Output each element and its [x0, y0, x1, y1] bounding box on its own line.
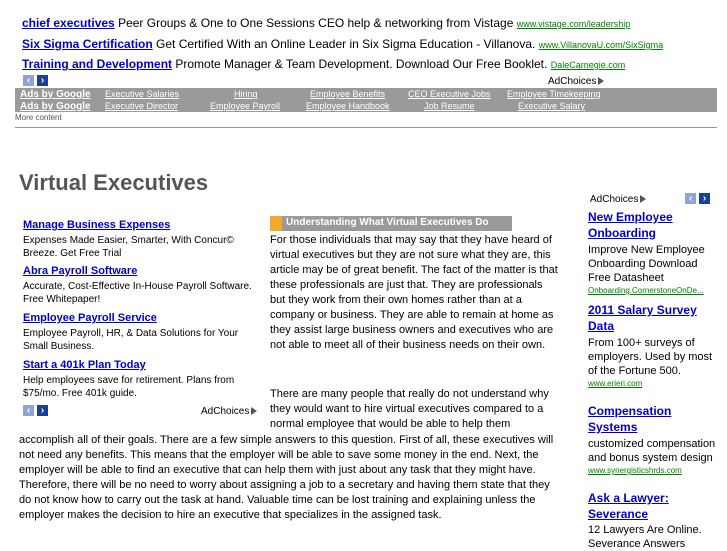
adchoices-icon — [251, 407, 257, 415]
right-next-icon[interactable]: › — [699, 193, 710, 204]
right-ad-1-title[interactable]: New Employee Onboarding — [588, 210, 673, 240]
band-link-executive-director[interactable]: Executive Director — [105, 101, 179, 111]
left-ad-1-title[interactable]: Manage Business Expenses — [23, 219, 171, 231]
right-ad-3-desc: customized compensation and bonus system design — [588, 438, 716, 464]
right-adchoices-label: AdChoices — [590, 194, 639, 205]
band-link-hiring[interactable]: Hiring — [234, 89, 258, 99]
adchoices-icon — [598, 77, 604, 85]
top-ad-2-url[interactable]: www.VillanovaU.com/SixSigma — [538, 40, 664, 50]
top-ad-2-title[interactable]: Six Sigma Certification — [22, 37, 153, 51]
band-divider — [15, 127, 717, 128]
section-heading — [270, 216, 512, 231]
band-ads-label-1[interactable]: Ads by Google — [20, 89, 91, 100]
band-link-employee-handbook[interactable]: Employee Handbook — [306, 101, 390, 111]
top-ad-3-title[interactable]: Training and Development — [22, 57, 173, 71]
band-link-job-resume[interactable]: Job Resume — [424, 101, 475, 111]
right-ad-4-title[interactable]: Ask a Lawyer: Severance — [588, 491, 669, 521]
left-adchoices[interactable] — [201, 406, 257, 417]
article-paragraph-1: For those individuals that may say that they have heard of virtual executives but they are not sure what they are, this article may be of great benefit. The fact of the matter is that these professionals are just that. They are professionals but they work from their own homes rather than at a company or business. They are able to remain at home as they assist large business owners and executives who are not able to meet all of their business needs on their own. — [270, 234, 558, 351]
right-ad-2-desc: From 100+ surveys of employers. Used by most of the Fortune 500. — [588, 337, 713, 377]
band-link-employee-payroll[interactable]: Employee Payroll — [210, 101, 281, 111]
right-adchoices[interactable] — [590, 194, 646, 205]
right-prev-icon[interactable]: ‹ — [685, 193, 696, 204]
heading-marker — [270, 216, 282, 231]
band-link-executive-salary[interactable]: Executive Salary — [518, 101, 586, 111]
right-ad-3-title[interactable]: Compensation Systems — [588, 404, 672, 434]
right-ad-4-desc: 12 Lawyers Are Online. Severance Answers — [588, 524, 702, 550]
top-ad-2 — [22, 37, 663, 52]
right-ad-2-url[interactable]: www.erieri.com — [588, 379, 643, 388]
left-ad-3-desc: Employee Payroll, HR, & Data Solutions for Your Small Business. — [23, 328, 239, 352]
article-paragraph-2-cont: accomplish all of their goals. There are a few simple answers to this question. First of all, these executives will not need any benefits. This means that the employer will be able to save some money in the end. Next, the employer will be able to find an executive that can help them with just about any task that they might have. Therefore, there will be no need to worry about assigning a job to a secretary and having them state that they do not know how to carry out the task at hand. Valuable time can be lost training and explaining unless the employer makes the decision to hire an executive that specializes in the assigned task. — [19, 434, 554, 521]
left-ad-2-title[interactable]: Abra Payroll Software — [23, 265, 138, 277]
more-content-label: More content — [15, 113, 62, 122]
left-prev-icon[interactable]: ‹ — [23, 405, 34, 416]
band-link-ceo-executive-jobs[interactable]: CEO Executive Jobs — [408, 89, 491, 99]
left-adchoices-label: AdChoices — [201, 406, 250, 417]
top-next-icon[interactable]: › — [37, 75, 48, 86]
top-prev-icon[interactable]: ‹ — [23, 75, 34, 86]
left-ad-1-desc: Expenses Made Easier, Smarter, With Concur© Breeze. Get Free Trial — [23, 235, 234, 259]
band-link-executive-salaries[interactable]: Executive Salaries — [105, 89, 180, 99]
band-ads-label-2[interactable]: Ads by Google — [20, 101, 91, 112]
band-link-employee-benefits[interactable]: Employee Benefits — [310, 89, 386, 99]
left-ad-2-desc: Accurate, Cost-Effective In-House Payroll Software. Free Whitepaper! — [23, 281, 252, 305]
right-ad-1-desc: Improve New Employee Onboarding Download Free Datasheet — [588, 244, 705, 284]
top-ad-2-desc: Get Certified With an Online Leader in Six Sigma Education - Villanova. — [156, 37, 536, 51]
link-band — [15, 88, 717, 112]
top-ad-1-title[interactable]: chief executives — [22, 16, 115, 30]
left-ad-4-title[interactable]: Start a 401k Plan Today — [23, 359, 146, 371]
page-title: Virtual Executives — [19, 170, 209, 195]
adchoices-icon — [640, 195, 646, 203]
top-ad-1 — [22, 16, 630, 31]
left-next-icon[interactable]: › — [37, 405, 48, 416]
section-heading-text: Understanding What Virtual Executives Do — [286, 217, 489, 228]
top-ad-3-desc: Promote Manager & Team Development. Download Our Free Booklet. — [175, 57, 548, 71]
top-adchoices-label: AdChoices — [548, 76, 597, 87]
left-ad-4-desc: Help employees save for retirement. Plans from $75/mo. Free 401k guide. — [23, 375, 235, 399]
top-ad-1-url[interactable]: www.vistage.com/leadership — [516, 19, 631, 29]
article-paragraph-2-start: There are many people that really do not understand why they would want to hire virtual executives compared to a normal employee that would be able to help them — [270, 388, 549, 430]
left-ad-3-title[interactable]: Employee Payroll Service — [23, 312, 157, 324]
top-ad-3-url[interactable]: DaleCarnegie.com — [550, 60, 626, 70]
right-ad-3-url[interactable]: www.synergisticshrds.com — [588, 466, 682, 475]
top-adchoices[interactable] — [548, 76, 604, 87]
band-link-employee-timekeeping[interactable]: Employee Timekeeping — [507, 89, 601, 99]
top-ad-1-desc: Peer Groups & One to One Sessions CEO help & networking from Vistage — [118, 16, 514, 30]
right-ad-2-title[interactable]: 2011 Salary Survey Data — [588, 303, 697, 333]
top-ad-3 — [22, 57, 625, 72]
right-ad-1-url[interactable]: Onboarding.CornerstoneOnDe... — [588, 286, 704, 295]
